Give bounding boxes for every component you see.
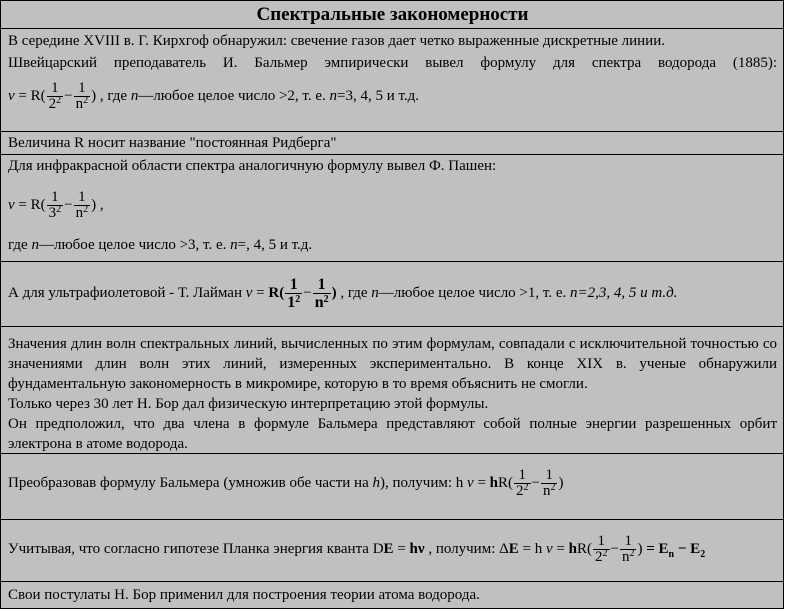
h-bold-symbol: h: [489, 474, 499, 491]
condition-text: —любое целое число >2, т. е.: [138, 87, 330, 104]
condition-text: —любое целое число >3, т. е.: [38, 237, 231, 253]
paschen-condition-line: [8, 235, 777, 255]
n-variable: n: [130, 87, 139, 104]
n-variable: n: [371, 284, 379, 301]
transformation-lead: Преобразовав формулу Бальмера (умножив обе части на: [8, 474, 373, 491]
denominator: $n^2$: [542, 482, 556, 499]
delta-symbol: Δ: [499, 540, 509, 557]
nu-symbol: ν: [8, 196, 15, 213]
rydberg-symbol: R(: [577, 540, 592, 557]
n-variable: n: [230, 237, 238, 253]
minus-sign: −: [303, 284, 312, 301]
planck-block: [1, 519, 783, 581]
condition-text: —любое целое число >1, т. е.: [378, 284, 570, 301]
balmer-block: [1, 28, 783, 131]
planck-lead: Учитывая, что согласно гипотезе Планка энергия кванта D: [8, 540, 384, 557]
numerator: 1: [317, 276, 326, 293]
explanation-paragraph-3: Он предположил, что два члена в формуле Бальмера представляют собой полные энергии разрешенных орбит электрона в атоме водорода.: [8, 416, 777, 452]
values-text: =, 4, 5 и т.д.: [237, 237, 313, 253]
fraction-1-over-2sq: [593, 534, 610, 565]
denominator: $3^2$: [48, 204, 62, 221]
formula-close: ): [637, 540, 643, 557]
denominator: $1^2$: [287, 294, 301, 311]
explanation-paragraph-2: Только через 30 лет Н. Бор дал физическую интерпретацию этой формулы.: [8, 396, 489, 412]
nu-symbol: ν: [245, 284, 253, 301]
postulates-block: [1, 581, 783, 610]
planck-mid: , получим:: [424, 540, 500, 557]
fraction-1-over-nsq: [620, 534, 637, 565]
numerator: 1: [51, 80, 59, 96]
values-text: =3, 4, 5 и т.д.: [337, 87, 420, 104]
formula-eq: =: [393, 540, 410, 557]
denominator: $n^2$: [75, 204, 89, 221]
formula-close: ): [558, 474, 564, 491]
numerator: 1: [545, 467, 553, 483]
numerator: 1: [518, 467, 527, 483]
n-variable: n: [31, 237, 39, 253]
energy-n-symbol: $E_n$: [658, 540, 675, 560]
where-text: где: [8, 237, 32, 253]
balmer-text: Швейцарский преподаватель И. Бальмер эмпирически вывел формулу для спектра водорода (1885):: [8, 55, 777, 71]
rydberg-symbol: R(: [268, 284, 285, 301]
formula-eq: =: [642, 540, 659, 557]
kirchhoff-text: В середине XVIII в. Г. Кирхгоф обнаружил: свечение газов дает четко выраженные дискретные линии.: [8, 33, 665, 49]
energy-symbol: E: [383, 540, 394, 557]
paschen-block: [1, 154, 783, 261]
fraction-1-over-3sq: [47, 190, 64, 221]
minus-sign: −: [64, 196, 73, 213]
denominator: $n^2$: [314, 294, 329, 311]
denominator: $2^2$: [595, 548, 608, 565]
lyman-block: [1, 261, 783, 326]
denominator: $2^2$: [516, 482, 529, 499]
where-text: , где: [336, 284, 372, 301]
energy-symbol: E: [508, 540, 519, 557]
formula-close: ): [331, 284, 337, 301]
formula-close: ): [91, 87, 97, 104]
nu-symbol: ν: [8, 87, 15, 104]
formula-close: ) ,: [91, 196, 104, 213]
paschen-text: Для инфракрасной области спектра аналогичную формулу вывел Ф. Пашен:: [8, 158, 497, 174]
n-variable: n: [329, 87, 337, 104]
h-variable: h: [372, 474, 380, 491]
postulates-text: Свои постулаты Н. Бор применил для построения теории атома водорода.: [8, 587, 480, 603]
denominator: $n^2$: [621, 548, 635, 565]
fraction-1-over-nsq: [541, 468, 558, 499]
denominator: $2^2$: [48, 95, 62, 112]
transformation-mid: ), получим:: [379, 474, 456, 491]
h-bold-symbol: h: [568, 540, 577, 557]
fraction-1-over-nsq: [74, 81, 91, 112]
denominator: $n^2$: [75, 95, 89, 112]
energy-2-symbol: $E_2$: [690, 540, 706, 560]
rydberg-symbol: R(: [498, 474, 514, 491]
formula-eq: =: [473, 474, 490, 491]
numerator: 1: [78, 80, 86, 96]
values-text: =2,3, 4, 5 и т.д.: [577, 284, 678, 301]
minus-sign: −: [64, 87, 73, 104]
numerator: 1: [289, 276, 298, 293]
formula-eq: = h: [518, 540, 547, 557]
paschen-formula-line: [8, 190, 777, 221]
formula-eq: = R(: [14, 196, 46, 213]
numerator: 1: [51, 189, 59, 205]
nu-symbol: ν: [546, 540, 553, 557]
fraction-1-over-2sq: [514, 468, 531, 499]
balmer-formula-line: [8, 81, 777, 112]
numerator: 1: [78, 189, 86, 205]
where-text: , где: [96, 87, 131, 104]
nu-symbol: ν: [467, 474, 474, 491]
h-symbol: h: [455, 474, 468, 491]
minus-sign: −: [531, 474, 540, 491]
page-title: Спектральные закономерности: [256, 4, 529, 25]
fraction-1-over-2sq: [47, 81, 64, 112]
numerator: 1: [624, 533, 632, 549]
fraction-1-over-nsq: [313, 276, 331, 311]
minus-sign: −: [610, 540, 619, 557]
fraction-1-over-1sq: [285, 276, 302, 311]
explanation-block: [1, 326, 783, 453]
rydberg-text: Величина R носит название "постоянная Ридберга": [8, 135, 337, 151]
minus-sign: −: [674, 540, 691, 557]
transformation-block: [1, 453, 783, 519]
numerator: 1: [597, 533, 605, 549]
explanation-paragraph-1: Значения длин волн спектральных линий, вычисленных по этим формулам, совпадали с исключительной точностью со значениями длин волн этих линий, измеренных экспериментально. В конце XIX в. ученые обнаружили фундаментальную закономерность в микромире, которую в то время объяснить не смогли.: [8, 336, 777, 392]
lyman-lead: А для ультрафиолетовой - Т. Лайман: [8, 284, 246, 301]
formula-eq: = R(: [14, 87, 46, 104]
h-nu-symbol: hν: [409, 540, 425, 557]
formula-eq: =: [252, 284, 269, 301]
fraction-1-over-nsq: [74, 190, 91, 221]
formula-eq: =: [552, 540, 569, 557]
rydberg-block: [1, 131, 783, 154]
n-variable: n: [569, 284, 578, 301]
